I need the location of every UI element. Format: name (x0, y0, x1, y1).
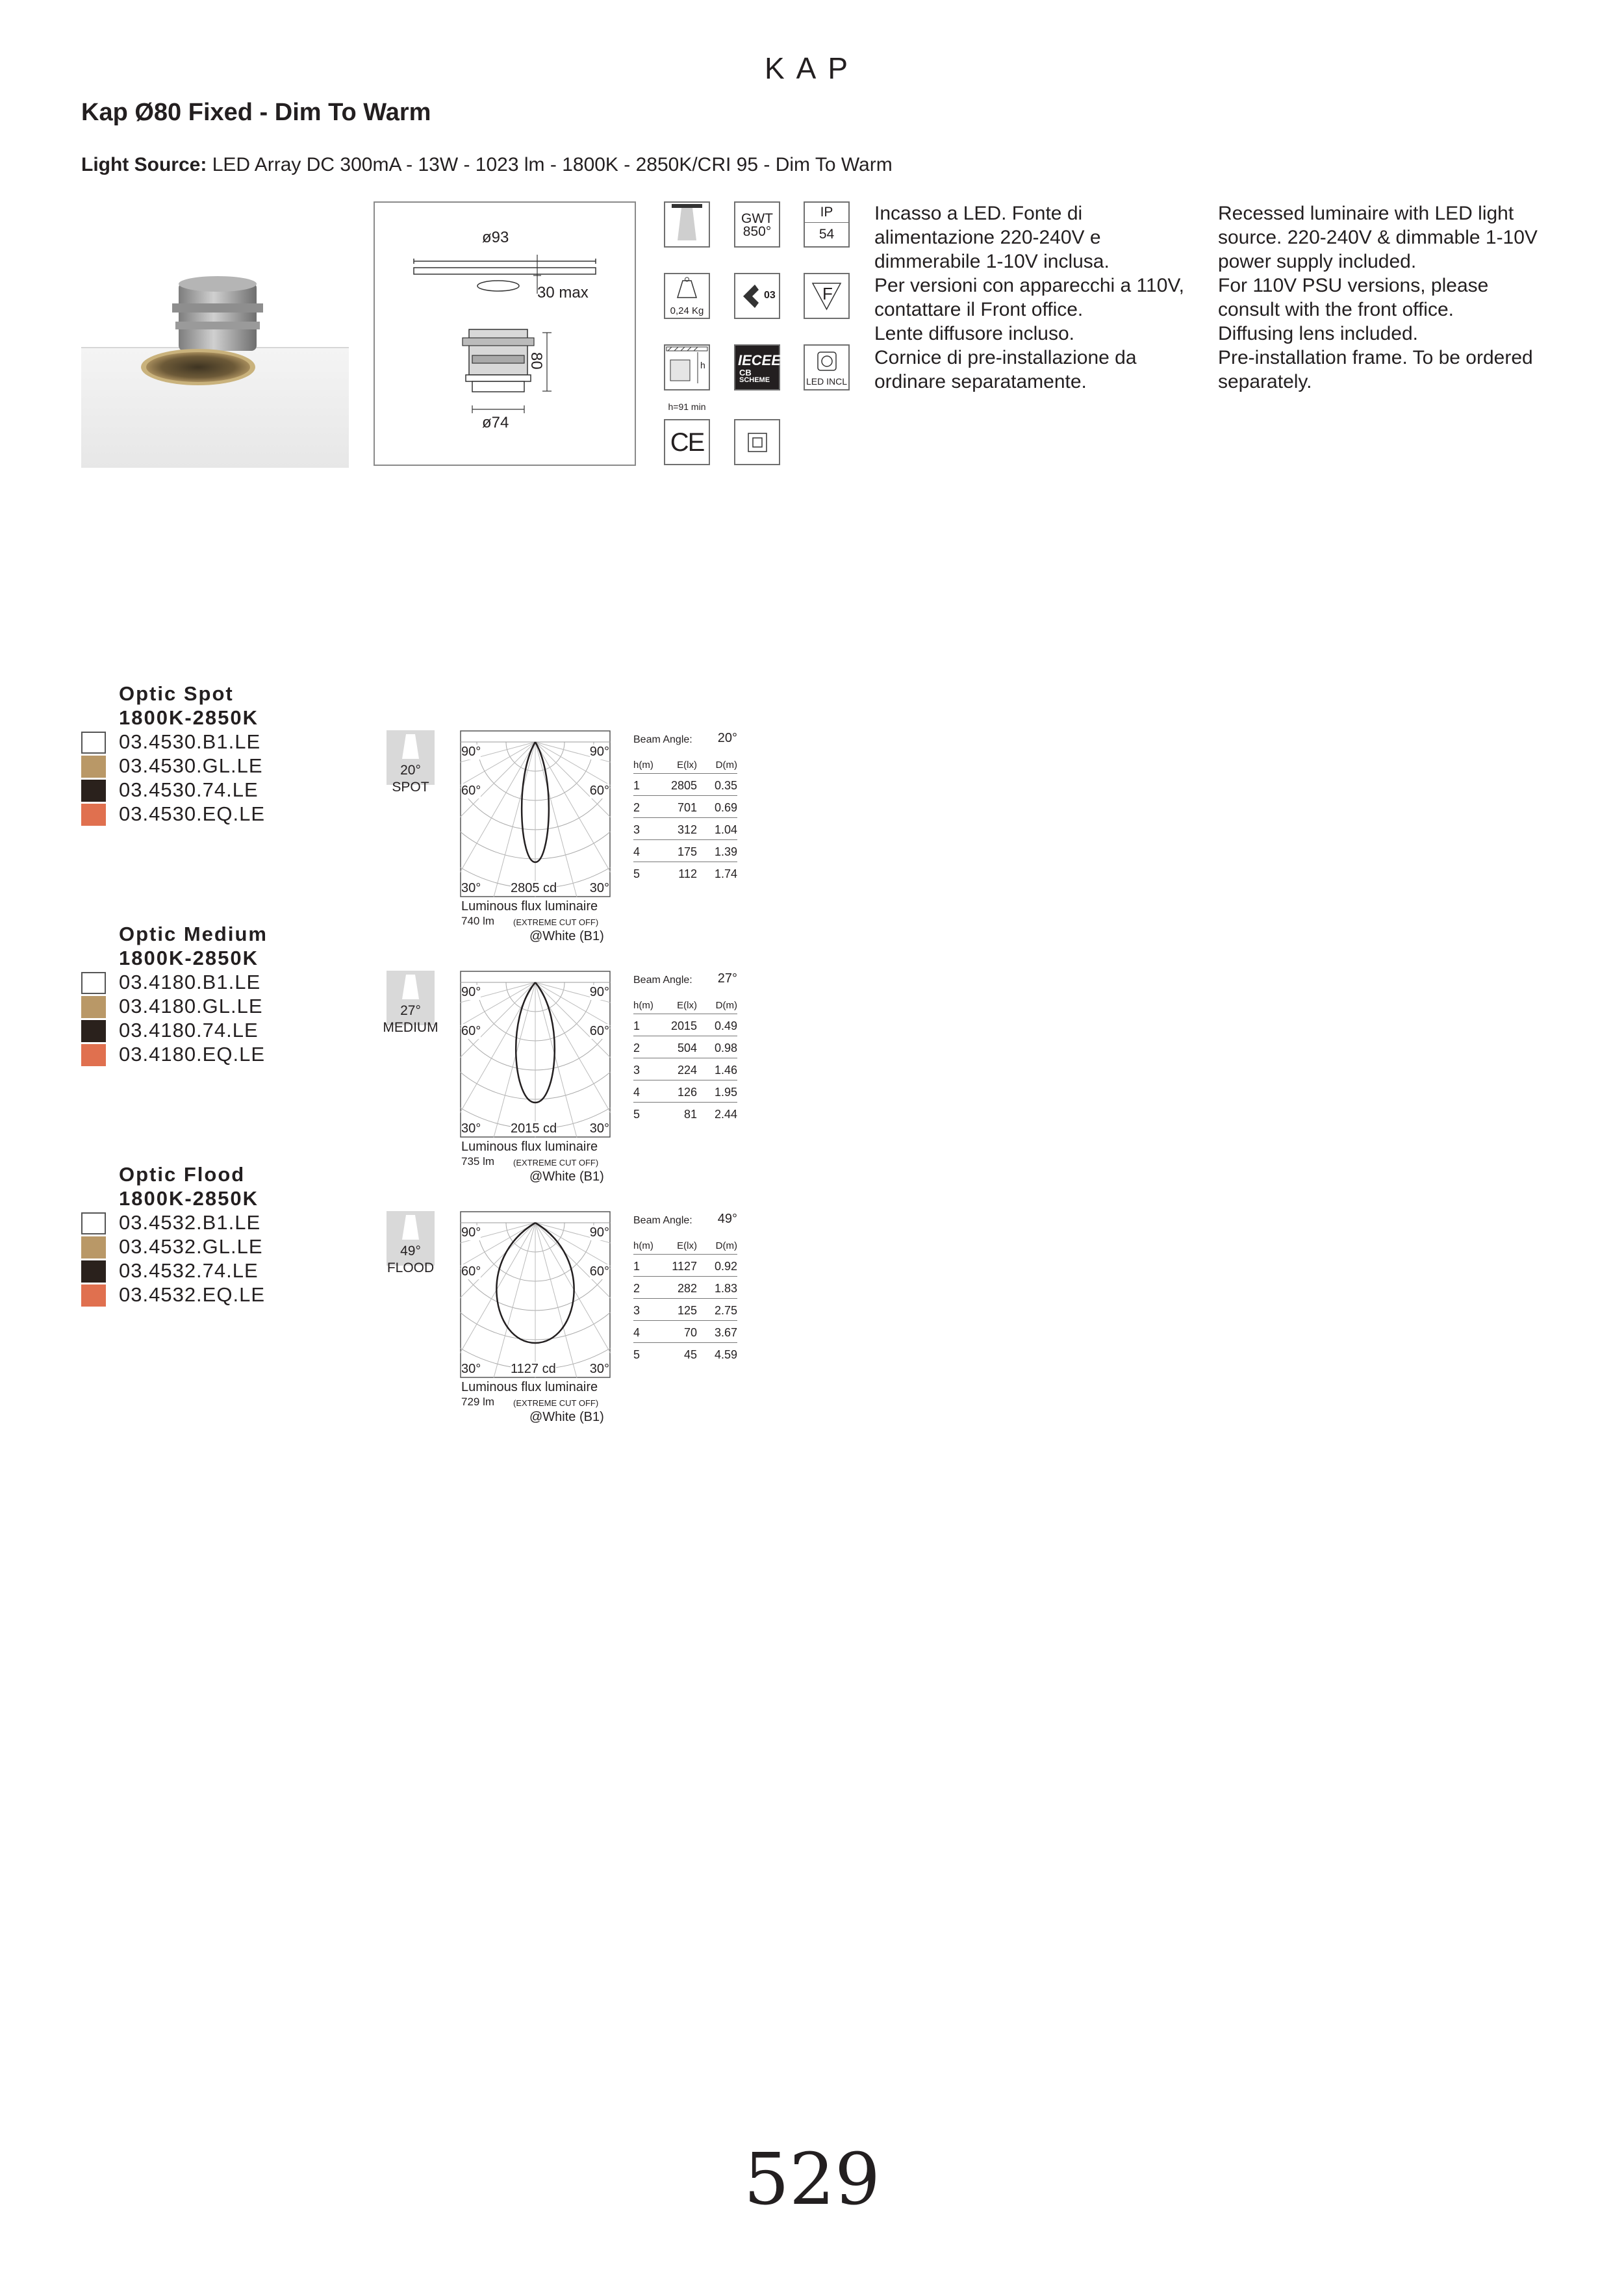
optic-cct: 1800K-2850K (119, 706, 259, 729)
beam-angle-header-value: 49° (717, 1212, 737, 1226)
f-mark-icon (804, 273, 850, 319)
cell-height: 1 (633, 1019, 641, 1032)
cell-illuminance: 504 (677, 1041, 697, 1054)
polar-label-30-right: 30° (589, 881, 609, 895)
beam-angle-value: 20° (400, 763, 421, 778)
cell-illuminance: 312 (677, 823, 697, 836)
installation-icon (664, 344, 710, 390)
table-row (633, 1342, 737, 1364)
product-code: 03.4532.B1.LE (119, 1211, 261, 1234)
product-photo (81, 257, 349, 468)
table-row (633, 839, 737, 862)
cell-height: 2 (633, 1041, 641, 1054)
cell-height: 2 (633, 801, 641, 814)
product-code: 03.4532.EQ.LE (119, 1283, 265, 1306)
cell-height: 2 (633, 1282, 641, 1295)
beam-type-label: FLOOD (387, 1260, 435, 1275)
weight-value: 0,24 Kg (670, 305, 704, 316)
dim-height: 80 (527, 352, 545, 370)
flux-value: 740 lm (461, 915, 495, 927)
installation-min-height: h=91 min (668, 402, 706, 412)
flux-value: 735 lm (461, 1155, 495, 1168)
finish-reference: @White (B1) (529, 1169, 604, 1184)
cell-diameter: 0.98 (714, 1041, 737, 1054)
product-code: 03.4532.74.LE (119, 1259, 259, 1282)
installation-h-label: h (700, 360, 705, 370)
finish-swatch (81, 732, 106, 754)
brand-name: KAP (764, 51, 860, 85)
cell-illuminance: 81 (683, 1108, 697, 1121)
polar-label-60-left: 60° (461, 1264, 481, 1279)
finish-swatch (81, 804, 106, 826)
finish-swatch (81, 780, 106, 802)
description-it-line: contattare il Front office. (874, 299, 1084, 320)
beam-angle-header-value: 27° (717, 971, 737, 986)
cell-diameter: 0.35 (714, 779, 737, 792)
table-row (633, 1254, 737, 1277)
table-header-row (633, 751, 737, 774)
gwt-label: GWT (741, 211, 773, 226)
cell-illuminance: 70 (683, 1326, 697, 1339)
cutoff-note: (EXTREME CUT OFF) (513, 1158, 599, 1168)
photometric-table (633, 1211, 737, 1367)
col-d-header: D(m) (715, 1000, 737, 1011)
product-code: 03.4180.74.LE (119, 1019, 259, 1041)
col-h-header: h(m) (633, 1000, 653, 1011)
finish-swatch (81, 756, 106, 778)
light-source-line (81, 154, 893, 176)
table-row (633, 1320, 737, 1343)
beam-angle-label: Beam Angle: (633, 734, 692, 745)
polar-label-90-right: 90° (589, 1225, 609, 1240)
iecee-title: IECEE (738, 352, 781, 368)
cell-diameter: 2.44 (714, 1108, 737, 1121)
cell-height: 4 (633, 1326, 641, 1339)
cell-diameter: 4.59 (714, 1348, 737, 1361)
col-e-header: E(lx) (677, 1000, 697, 1011)
table-row (633, 1036, 737, 1058)
description-it-line: dimmerabile 1-10V inclusa. (874, 251, 1110, 272)
finish-reference: @White (B1) (529, 929, 604, 943)
polar-diagram (460, 730, 611, 897)
product-code: 03.4180.GL.LE (119, 995, 263, 1017)
table-row (633, 795, 737, 818)
beam-angle-label: Beam Angle: (633, 975, 692, 986)
table-row (633, 1102, 737, 1124)
polar-label-30-left: 30° (461, 1362, 481, 1376)
cell-illuminance: 175 (677, 845, 697, 858)
product-code: 03.4530.B1.LE (119, 730, 261, 753)
photometric-table (633, 730, 737, 886)
cell-diameter: 0.92 (714, 1260, 737, 1273)
cell-illuminance: 126 (677, 1086, 697, 1099)
table-row (633, 1298, 737, 1321)
cell-height: 4 (633, 845, 641, 858)
ip-label: IP (820, 205, 833, 220)
cell-height: 1 (633, 1260, 641, 1273)
cell-diameter: 0.69 (714, 801, 737, 814)
description-english (1218, 201, 1538, 394)
cell-illuminance: 1127 (672, 1260, 697, 1273)
beam-angle-header (633, 1211, 737, 1231)
description-it-line: Incasso a LED. Fonte di (874, 203, 1083, 224)
cell-diameter: 3.67 (714, 1326, 737, 1339)
ip-value: 54 (818, 227, 835, 242)
cell-illuminance: 282 (677, 1282, 697, 1295)
optic-name: Optic Flood (119, 1163, 246, 1186)
description-it-line: Per versioni con apparecchi a 110V, (874, 275, 1184, 296)
optic-name: Optic Spot (119, 682, 234, 705)
cell-diameter: 1.74 (714, 867, 737, 880)
flux-title: Luminous flux luminaire (461, 1380, 598, 1394)
description-en-line: power supply included. (1218, 251, 1417, 272)
description-it-line: ordinare separatamente. (874, 371, 1087, 392)
description-en-line: For 110V PSU versions, please (1218, 275, 1489, 296)
description-en-line: separately. (1218, 371, 1312, 392)
cell-illuminance: 224 (677, 1064, 697, 1077)
cutoff-note: (EXTREME CUT OFF) (513, 917, 599, 927)
beam-angle-label: Beam Angle: (633, 1215, 692, 1226)
optic-cct: 1800K-2850K (119, 1187, 259, 1210)
beam-type-label: MEDIUM (383, 1020, 438, 1035)
polar-label-30-left: 30° (461, 1121, 481, 1136)
f-mark-label: F (822, 284, 833, 303)
led-included-label: LED INCL (806, 376, 848, 387)
polar-label-90-left: 90° (461, 745, 481, 759)
spot-beam-icon (664, 201, 710, 248)
table-row (633, 1080, 737, 1103)
polar-label-90-left: 90° (461, 1225, 481, 1240)
dim-cut-depth: 30 max (537, 284, 589, 301)
cell-diameter: 2.75 (714, 1304, 737, 1317)
finish-swatch (81, 1236, 106, 1258)
cell-height: 5 (633, 867, 641, 880)
finish-swatch (81, 1284, 106, 1307)
cell-illuminance: 125 (677, 1304, 697, 1317)
dim-bottom-diameter: ø74 (482, 414, 509, 431)
table-row (633, 1058, 737, 1080)
col-d-header: D(m) (715, 1240, 737, 1251)
description-en-line: Diffusing lens included. (1218, 323, 1418, 344)
cell-illuminance: 2805 (670, 779, 697, 792)
cell-diameter: 1.95 (714, 1086, 737, 1099)
light-source-label: Light Source: (81, 154, 207, 175)
polar-label-60-right: 60° (589, 784, 609, 798)
polar-label-60-left: 60° (461, 1024, 481, 1038)
product-code: 03.4180.EQ.LE (119, 1043, 265, 1066)
cutoff-note: (EXTREME CUT OFF) (513, 1398, 599, 1408)
product-code: 03.4530.EQ.LE (119, 802, 265, 825)
col-d-header: D(m) (715, 760, 737, 771)
finish-swatch (81, 1020, 106, 1042)
polar-label-90-left: 90° (461, 985, 481, 999)
beam-angle-value: 27° (400, 1003, 421, 1018)
col-e-header: E(lx) (677, 760, 697, 771)
polar-label-90-right: 90° (589, 985, 609, 999)
polar-label-90-right: 90° (589, 745, 609, 759)
polar-diagram (460, 971, 611, 1138)
product-title: Kap Ø80 Fixed - Dim To Warm (81, 99, 431, 126)
cell-diameter: 1.39 (714, 845, 737, 858)
product-code: 03.4530.GL.LE (119, 754, 263, 777)
cell-diameter: 1.46 (714, 1064, 737, 1077)
table-row (633, 862, 737, 884)
table-row (633, 1014, 737, 1036)
flux-title: Luminous flux luminaire (461, 1140, 598, 1154)
technical-drawing (374, 201, 636, 466)
beam-angle-header (633, 971, 737, 990)
cell-height: 5 (633, 1108, 641, 1121)
col-h-header: h(m) (633, 1240, 653, 1251)
impact-class-icon (734, 273, 780, 319)
cell-illuminance: 701 (677, 801, 697, 814)
col-h-header: h(m) (633, 760, 653, 771)
iecee-cb-icon (734, 344, 780, 390)
beam-angle-header (633, 730, 737, 750)
page-number: 529 (744, 2138, 880, 2221)
table-header-row (633, 991, 737, 1014)
finish-swatch (81, 996, 106, 1018)
description-it-line: Lente diffusore incluso. (874, 323, 1074, 344)
flux-title: Luminous flux luminaire (461, 899, 598, 913)
product-code: 03.4180.B1.LE (119, 971, 261, 993)
description-it-line: Cornice di pre-installazione da (874, 347, 1137, 368)
beam-type-label: SPOT (392, 780, 429, 795)
table-row (633, 817, 737, 840)
polar-candela: 1127 cd (511, 1362, 556, 1376)
iecee-scheme: SCHEME (739, 376, 770, 384)
description-it-line: alimentazione 220-240V e (874, 227, 1101, 248)
description-en-line: consult with the front office. (1218, 299, 1454, 320)
cell-diameter: 1.83 (714, 1282, 737, 1295)
ce-mark-icon (664, 419, 710, 465)
finish-reference: @White (B1) (529, 1410, 604, 1424)
cell-diameter: 1.04 (714, 823, 737, 836)
polar-label-60-right: 60° (589, 1264, 609, 1279)
impact-class-label: 03 (764, 290, 776, 301)
weight-icon (664, 273, 710, 319)
double-insulation-icon (734, 419, 780, 465)
cell-height: 3 (633, 823, 641, 836)
gwt-temperature: 850° (742, 224, 772, 239)
polar-diagram (460, 1211, 611, 1378)
beam-angle-value: 49° (400, 1244, 421, 1258)
description-en-line: source. 220-240V & dimmable 1-10V (1218, 227, 1538, 248)
cell-height: 1 (633, 779, 641, 792)
cell-height: 3 (633, 1064, 641, 1077)
cell-height: 3 (633, 1304, 641, 1317)
col-e-header: E(lx) (677, 1240, 697, 1251)
finish-swatch (81, 972, 106, 994)
table-row (633, 773, 737, 796)
iecee-cb: CB (739, 368, 752, 377)
optic-name: Optic Medium (119, 923, 268, 945)
optic-cct: 1800K-2850K (119, 947, 259, 969)
finish-swatch (81, 1260, 106, 1283)
polar-label-30-right: 30° (589, 1362, 609, 1376)
table-row (633, 1276, 737, 1299)
finish-swatch (81, 1044, 106, 1066)
led-included-icon (804, 344, 850, 390)
cell-height: 5 (633, 1348, 641, 1361)
light-source-value: LED Array DC 300mA - 13W - 1023 lm - 1800K - 2850K/CRI 95 - Dim To Warm (212, 154, 893, 175)
beam-angle-header-value: 20° (717, 731, 737, 745)
polar-candela: 2015 cd (511, 1121, 557, 1136)
description-en-line: Recessed luminaire with LED light (1218, 203, 1514, 224)
polar-label-60-left: 60° (461, 784, 481, 798)
dim-top-diameter: ø93 (482, 229, 509, 246)
cell-illuminance: 45 (683, 1348, 697, 1361)
polar-label-60-right: 60° (589, 1024, 609, 1038)
ce-mark-label: CE (670, 428, 704, 457)
description-italian (874, 201, 1184, 394)
polar-label-30-left: 30° (461, 881, 481, 895)
cell-illuminance: 2015 (670, 1019, 697, 1032)
product-code: 03.4532.GL.LE (119, 1235, 263, 1258)
ip-rating-icon (804, 201, 850, 248)
polar-candela: 2805 cd (511, 881, 557, 895)
photometric-table (633, 971, 737, 1127)
description-en-line: Pre-installation frame. To be ordered (1218, 347, 1533, 368)
cell-diameter: 0.49 (714, 1019, 737, 1032)
gwt-icon (734, 201, 780, 248)
cell-illuminance: 112 (678, 867, 697, 880)
finish-swatch (81, 1212, 106, 1234)
cell-height: 4 (633, 1086, 641, 1099)
polar-label-30-right: 30° (589, 1121, 609, 1136)
table-header-row (633, 1232, 737, 1255)
flux-value: 729 lm (461, 1396, 495, 1408)
product-code: 03.4530.74.LE (119, 778, 259, 801)
